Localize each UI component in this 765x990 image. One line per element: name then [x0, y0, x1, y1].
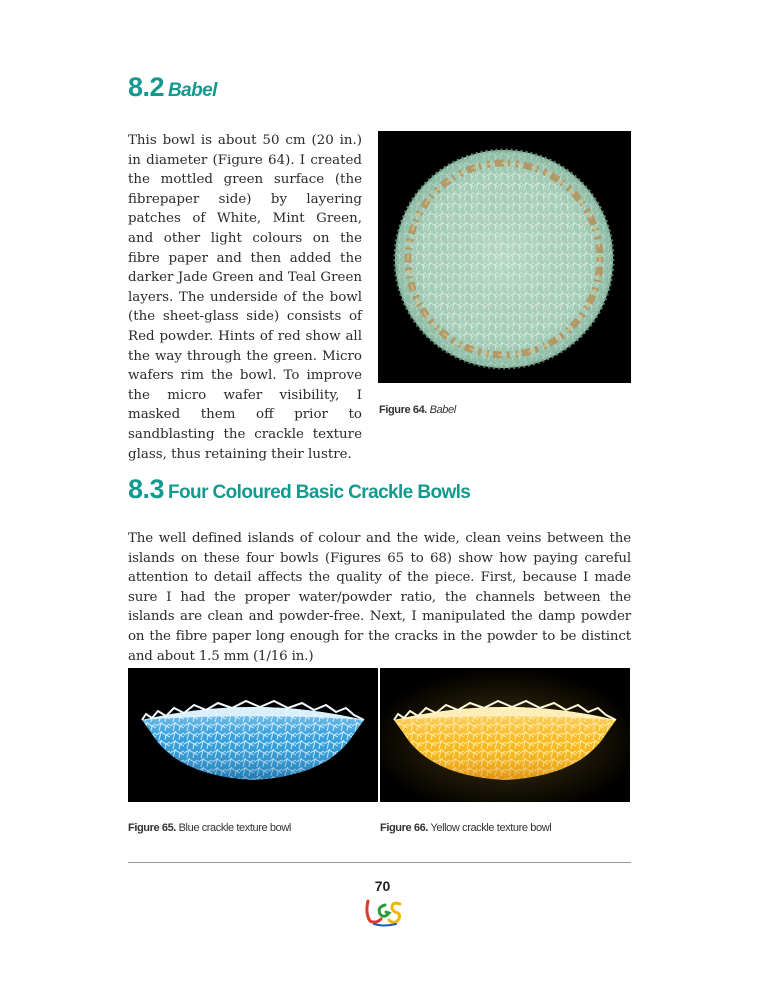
crackle-bowls-description: The well defined islands of colour and the wide, clean veins between the islands on these four bowls (Figures 65 to 68) show how paying careful attention to detail affects the quality of the piece. First, because I made sure I had the proper water/powder ratio, the channels between the islands are clean and powder-free. Next, I manipulated the damp powder on the fibre paper long enough for the cracks in the powder to be distinct and about 1.5 mm (1/16 in.)	[128, 531, 631, 664]
figure-66-image	[380, 668, 630, 802]
section-8-3-number: 8.3	[128, 474, 165, 504]
section-8-2-title: Babel	[168, 80, 217, 101]
babel-bowl-illustration	[378, 131, 631, 383]
section-8-3-heading	[128, 474, 470, 505]
figure-64-caption	[379, 404, 456, 416]
figure-65-title: Blue crackle texture bowl	[178, 822, 291, 834]
footer-divider	[128, 862, 631, 863]
section-8-2-heading	[128, 72, 217, 103]
figure-65-image	[128, 668, 378, 802]
section-8-3-title: Four Coloured Basic Crackle Bowls	[168, 482, 471, 503]
figure-66-caption	[380, 822, 551, 834]
section-8-2-number: 8.2	[128, 72, 165, 102]
figure-65-label: Figure 65.	[128, 822, 176, 834]
figure-64-title: Babel	[429, 404, 456, 416]
figure-66-label: Figure 66.	[380, 822, 428, 834]
babel-description: This bowl is about 50 cm (20 in.) in diameter (Figure 64). I created the mottled green surface (the fibrepaper side) by layering patches of White, Mint Green, and other light colours on the fibre paper and then added the darker Jade Green and Teal Green layers. The underside of the bowl (the sheet-glass side) consists of Red powder. Hints of red show all the way through the green. Micro wafers rim the bowl. To improve the micro wafer visibility, I masked them off prior to sandblasting the crackle texture glass, thus retaining their lustre.	[128, 133, 362, 462]
yellow-bowl-illustration	[380, 668, 630, 802]
figure-64-label: Figure 64.	[379, 404, 427, 416]
figure-65-caption	[128, 822, 291, 834]
page-number: 70	[374, 878, 391, 894]
blue-bowl-illustration	[128, 668, 378, 802]
publisher-logo-icon	[362, 897, 404, 927]
figure-66-title: Yellow crackle texture bowl	[430, 822, 552, 834]
figure-64-image	[378, 131, 631, 383]
